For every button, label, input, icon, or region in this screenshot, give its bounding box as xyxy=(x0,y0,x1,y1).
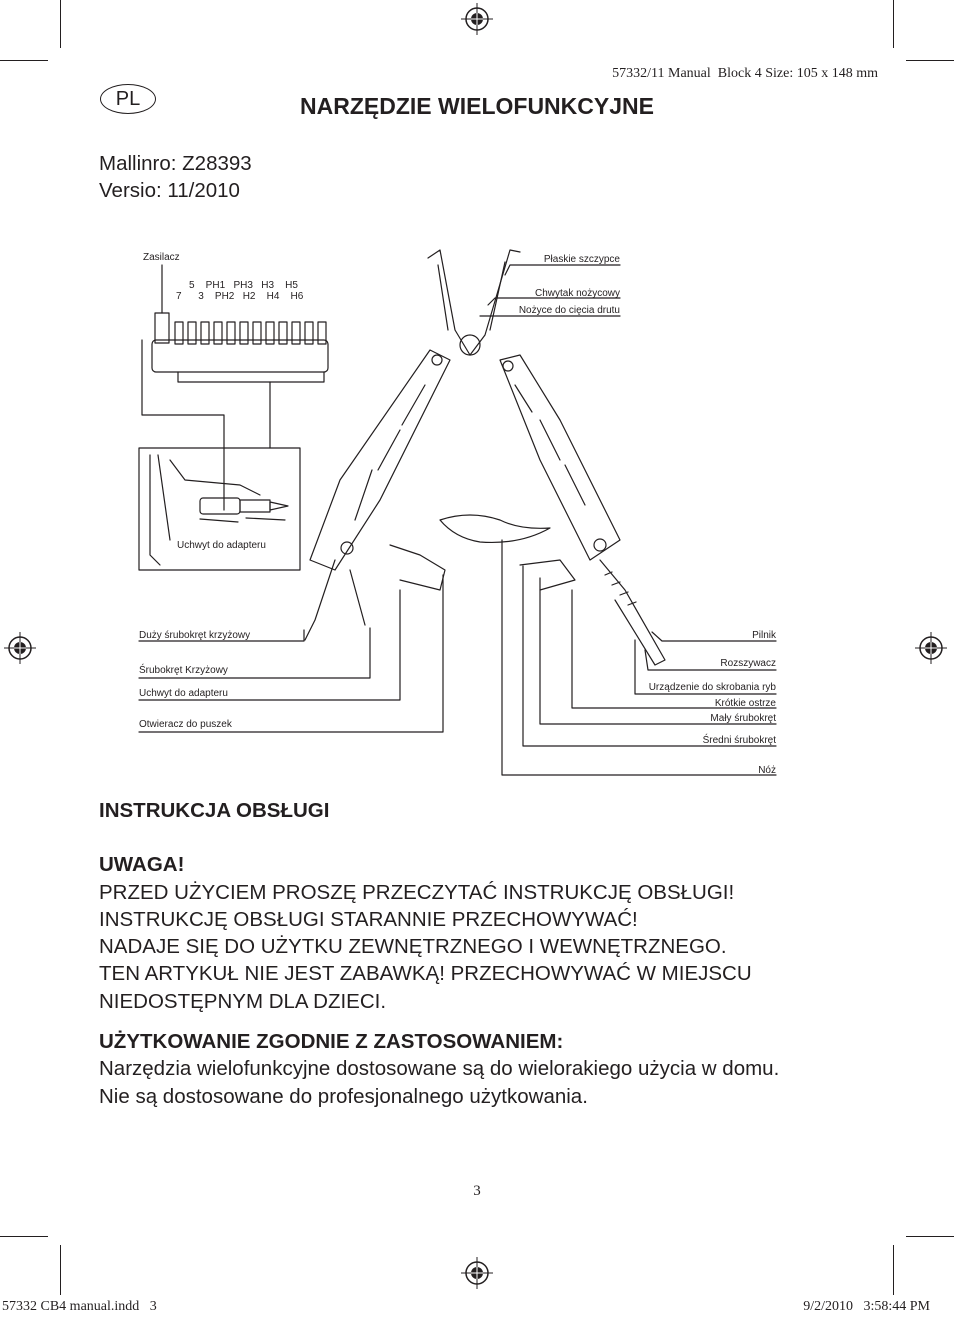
model-number: Mallinro: Z28393 xyxy=(99,152,252,175)
warning-line: PRZED UŻYCIEM PROSZĘ PRZECZYTAĆ INSTRUKCJĘ OBSŁUGI! xyxy=(99,880,735,904)
language-badge: PL xyxy=(100,84,156,114)
label-right-3: Krótkie ostrze xyxy=(714,698,776,709)
label-left-0: Duży śrubokręt krzyżowy xyxy=(139,630,251,641)
label-top-right-2: Nożyce do cięcia drutu xyxy=(518,305,620,316)
label-right-0: Pilnik xyxy=(752,630,776,641)
warning-heading: UWAGA! xyxy=(99,853,185,877)
warning-line: NADAJE SIĘ DO UŻYTKU ZEWNĘTRZNEGO I WEWNĘTRZNEGO. xyxy=(99,935,727,959)
label-right-6: Nóż xyxy=(758,765,776,776)
page-number: 3 xyxy=(473,1183,481,1199)
crop-mark xyxy=(60,1245,61,1295)
page-title: NARZĘDZIE WIELOFUNKCYJNE xyxy=(300,93,654,119)
label-bits-row2: 7 3 PH2 H2 H4 H6 xyxy=(176,291,304,302)
timestamp: 9/2/2010 3:58:44 PM xyxy=(803,1299,930,1314)
warning-line: TEN ARTYKUŁ NIE JEST ZABAWKĄ! PRZECHOWYWAĆ W MIEJSCU xyxy=(99,962,752,986)
instructions-heading: INSTRUKCJA OBSŁUGI xyxy=(99,799,330,822)
warning-line: NIEDOSTĘPNYM DLA DZIECI. xyxy=(99,989,387,1013)
instructions-section xyxy=(99,797,899,1110)
label-top-right-0: Płaskie szczypce xyxy=(543,254,620,265)
label-right-5: Średni śrubokręt xyxy=(702,735,776,746)
usage-heading: UŻYTKOWANIE ZGODNIE Z ZASTOSOWANIEM: xyxy=(99,1030,564,1054)
label-right-2: Urządzenie do skrobania ryb xyxy=(648,682,776,693)
label-inset-adapter-holder: Uchwyt do adapteru xyxy=(177,540,266,551)
label-right-4: Mały śrubokręt xyxy=(710,713,776,724)
crop-mark xyxy=(893,1245,894,1295)
label-adapter: Zasilacz xyxy=(143,252,180,263)
usage-line: Narzędzia wielofunkcyjne dostosowane są do wielorakiego użycia w domu. xyxy=(99,1057,780,1081)
label-left-1: Śrubokręt Krzyżowy xyxy=(139,665,228,676)
label-left-3: Otwieracz do puszek xyxy=(139,719,232,730)
label-bits-row1: 5 PH1 PH3 H3 H5 xyxy=(189,280,298,291)
warning-line: INSTRUKCJĘ OBSŁUGI STARANNIE PRZECHOWYWAĆ! xyxy=(99,907,638,931)
model-version: Versio: 11/2010 xyxy=(99,179,240,203)
usage-line: Nie są dostosowane do profesjonalnego użytkowania. xyxy=(99,1084,588,1108)
registration-mark-icon xyxy=(461,1257,493,1289)
label-top-right-1: Chwytak nożycowy xyxy=(534,288,620,299)
file-info: 57332 CB4 manual.indd 3 xyxy=(2,1299,157,1314)
label-left-2: Uchwyt do adapteru xyxy=(139,688,228,699)
crop-mark xyxy=(0,1236,48,1237)
label-right-1: Rozszywacz xyxy=(720,658,776,669)
crop-mark xyxy=(906,1236,954,1237)
print-slug: 57332/11 Manual Block 4 Size: 105 x 148 mm xyxy=(612,66,878,81)
